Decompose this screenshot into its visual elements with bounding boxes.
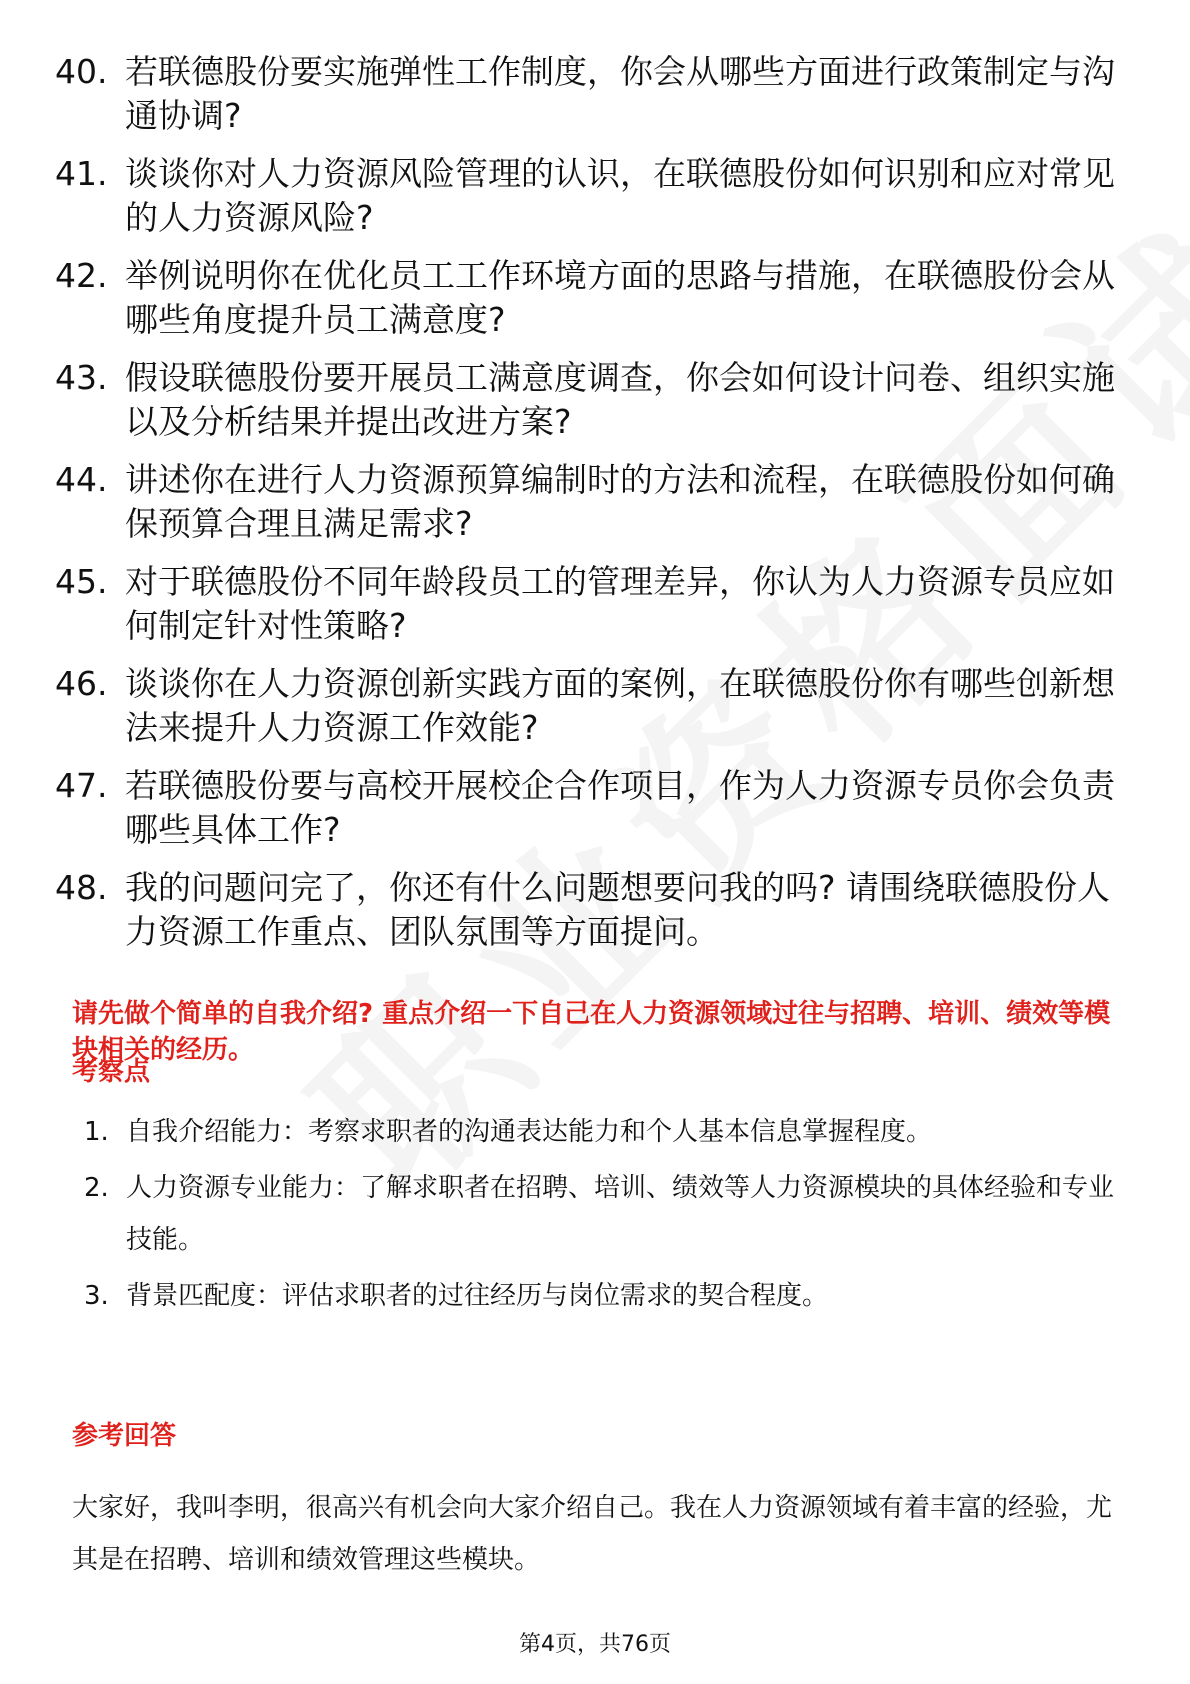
assessment-heading: 考察点 — [72, 1057, 151, 1087]
assessment-point — [84, 1106, 1134, 1158]
question-text: 谈谈你在人力资源创新实践方面的案例，在联德股份你有哪些创新想法来提升人力资源工作效能? — [125, 664, 1115, 747]
highlight-question: 请先做个简单的自我介绍? 重点介绍一下自己在人力资源领域过往与招聘、培训、绩效等模块相关的经历。 — [72, 999, 1111, 1065]
question-number: 43. — [55, 358, 108, 397]
question-text: 若联德股份要实施弹性工作制度，你会从哪些方面进行政策制定与沟通协调? — [125, 52, 1115, 135]
point-number: 2. — [84, 1173, 109, 1203]
question-item — [55, 458, 1135, 546]
question-item — [55, 866, 1135, 954]
point-text: 人力资源专业能力：了解求职者在招聘、培训、绩效等人力资源模块的具体经验和专业技能。 — [126, 1173, 1115, 1255]
question-item — [55, 764, 1135, 852]
page-footer: 第4页，共76页 — [519, 1632, 671, 1657]
question-text: 谈谈你对人力资源风险管理的认识，在联德股份如何识别和应对常见的人力资源风险? — [125, 154, 1115, 237]
question-text: 假设联德股份要开展员工满意度调查，你会如何设计问卷、组织实施以及分析结果并提出改进方案? — [125, 358, 1115, 441]
point-text: 自我介绍能力：考察求职者的沟通表达能力和个人基本信息掌握程度。 — [126, 1117, 933, 1147]
question-item — [55, 356, 1135, 444]
assessment-point — [84, 1162, 1134, 1266]
question-text: 举例说明你在优化员工工作环境方面的思路与措施，在联德股份会从哪些角度提升员工满意度? — [125, 256, 1115, 339]
question-item — [55, 254, 1135, 342]
question-text: 我的问题问完了，你还有什么问题想要问我的吗? 请围绕联德股份人力资源工作重点、团队氛围等方面提问。 — [125, 868, 1111, 951]
question-item — [55, 50, 1135, 138]
reference-answer: 大家好，我叫李明，很高兴有机会向大家介绍自己。我在人力资源领域有着丰富的经验，尤其是在招聘、培训和绩效管理这些模块。 — [72, 1493, 1113, 1575]
question-text: 对于联德股份不同年龄段员工的管理差异，你认为人力资源专员应如何制定针对性策略? — [125, 562, 1115, 645]
reference-heading: 参考回答 — [72, 1421, 177, 1451]
question-text: 若联德股份要与高校开展校企合作项目，作为人力资源专员你会负责哪些具体工作? — [125, 766, 1115, 849]
point-number: 3. — [84, 1281, 109, 1311]
question-number: 41. — [55, 154, 108, 193]
question-item — [55, 662, 1135, 750]
question-number: 47. — [55, 766, 108, 805]
assessment-point — [84, 1270, 1134, 1322]
point-number: 1. — [84, 1117, 109, 1147]
question-number: 40. — [55, 52, 108, 91]
question-number: 42. — [55, 256, 108, 295]
question-number: 46. — [55, 664, 108, 703]
point-text: 背景匹配度：评估求职者的过往经历与岗位需求的契合程度。 — [126, 1281, 829, 1311]
question-number: 44. — [55, 460, 108, 499]
assessment-points — [84, 1106, 1134, 1326]
question-text: 讲述你在进行人力资源预算编制时的方法和流程，在联德股份如何确保预算合理且满足需求? — [125, 460, 1115, 543]
question-number: 48. — [55, 868, 108, 907]
question-number: 45. — [55, 562, 108, 601]
question-item — [55, 560, 1135, 648]
question-item — [55, 152, 1135, 240]
question-list — [55, 50, 1135, 968]
